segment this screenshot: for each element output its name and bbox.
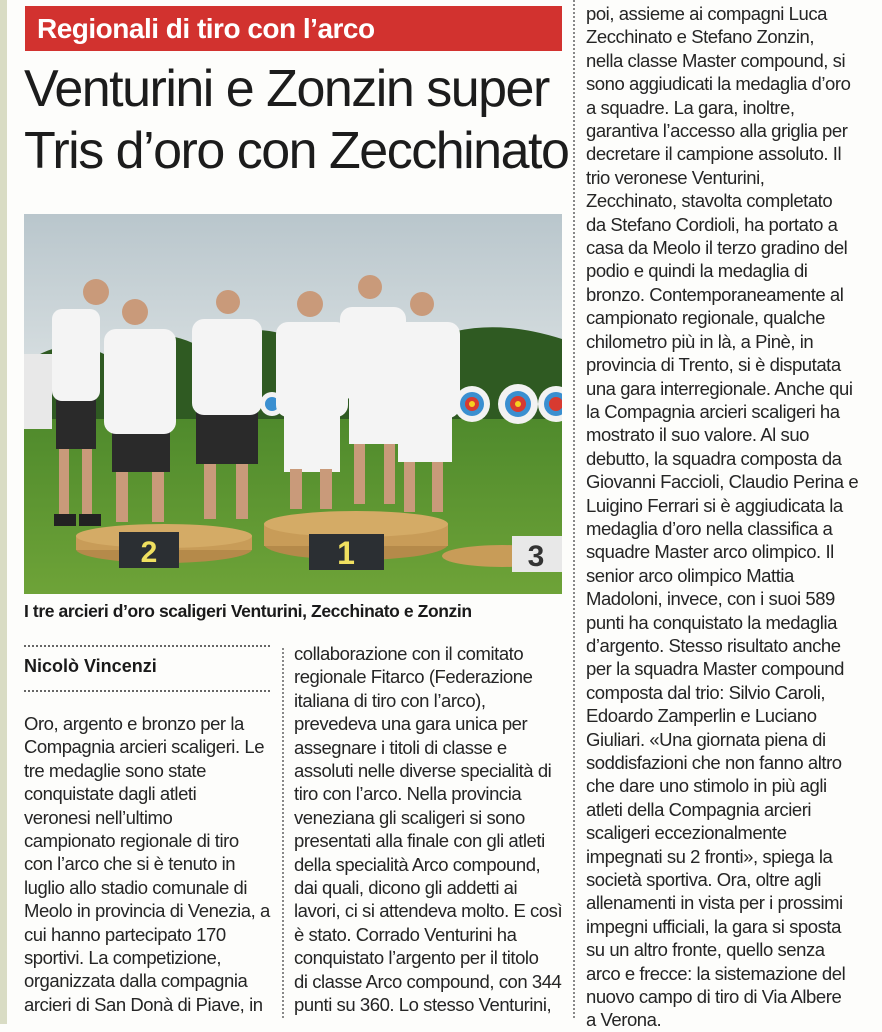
text-line: provincia di Trento, si è disputata [586, 354, 841, 376]
article-column-2 [294, 642, 562, 1017]
text-line: impegni ufficiali, la gara si sposta [586, 915, 841, 937]
text-line: soddisfazioni che non fanno altro [586, 752, 842, 773]
text-line: conquistato l’argento per il titolo [294, 947, 539, 969]
text-line: campionato regionale, qualche [586, 307, 825, 329]
byline-rule-top [24, 645, 270, 647]
text-line: bronzo. Contemporaneamente al [586, 283, 844, 305]
text-line: impegnati su 2 fronti», spiega la [586, 845, 833, 867]
headline-line-1: Venturini e Zonzin super [24, 60, 549, 118]
text-line: che dare uno stimolo in più agli [586, 775, 827, 797]
text-line: Giuliari. «Una giornata piena di [586, 728, 826, 750]
text-line: Meolo in provincia di Venezia, a [24, 900, 270, 922]
text-line: assoluti nelle diverse specialità di [294, 760, 552, 782]
text-line: Madoloni, invece, con i suoi 589 [586, 588, 835, 610]
text-line: lavori, ci si attendeva molto. E così [294, 900, 563, 922]
text-line: senior arco olimpico Mattia [586, 564, 794, 586]
text-line: a Verona. [586, 1009, 662, 1031]
text-line: sportivi. La competizione, [24, 947, 222, 969]
text-line: mostrato il suo valore. Al suo [586, 424, 809, 446]
text-line: medaglia d’oro nella classifica a [586, 517, 833, 539]
text-line: presentati alla finale con gli atleti [294, 830, 545, 852]
column-divider-2 [573, 0, 575, 1018]
text-line: composta dal trio: Silvio Caroli, [586, 681, 826, 703]
text-line: nuovo campo di tiro di Via Albere [586, 986, 842, 1008]
text-line: prevedeva una gara unica per [294, 713, 528, 735]
text-line: luglio allo stadio comunale di [24, 876, 248, 898]
headline [24, 58, 569, 182]
text-line: Compagnia arcieri scaligeri. Le [24, 736, 265, 758]
text-line: campionato regionale di tiro [24, 830, 239, 852]
text-line: atleti della Compagnia arcieri [586, 798, 812, 820]
text-line: della specialità Arco compound, [294, 853, 541, 875]
text-line: punti ha conquistato la medaglia [586, 611, 837, 633]
text-line: nella classe Master compound, si [586, 49, 846, 71]
text-line: Edoardo Zamperlin e Luciano [586, 705, 817, 727]
author-byline: Nicolò Vincenzi [24, 656, 157, 676]
text-line: Luigino Ferrari si è aggiudicata la [586, 494, 843, 516]
text-line: veronesi nell’ultimo [24, 806, 173, 828]
text-line: trio veronese Venturini, [586, 166, 765, 188]
text-line: chilometro più in là, a Pinè, in [586, 330, 814, 352]
text-line: casa da Meolo il terzo gradino del [586, 237, 848, 259]
section-label: Regionali di tiro con l’arco [25, 6, 562, 51]
photo-caption: I tre arcieri d’oro scaligeri Venturini, Zecchinato e Zonzin [24, 601, 472, 621]
tent [24, 354, 52, 429]
article-photo [24, 214, 562, 594]
text-line: scaligeri eccezionalmente [586, 822, 787, 844]
text-line: regionale Fitarco (Federazione [294, 666, 533, 688]
article-column-1 [24, 712, 270, 1016]
text-line: Giovanni Faccioli, Claudio Perina e [586, 471, 859, 493]
text-line: allenamenti in vista per i prossimi [586, 892, 843, 914]
text-line: di classe Arco compound, con 344 [294, 970, 562, 992]
text-line: d’argento. Stesso risultato anche [586, 634, 841, 656]
text-line: Zecchinato, stavolta completato [586, 190, 833, 212]
podium-label-1: 1 [337, 535, 355, 571]
text-line: arcieri di San Donà di Piave, in [24, 993, 263, 1015]
text-line: collaborazione con il comitato [294, 643, 524, 664]
text-line: veneziana gli scaligeri si sono [294, 806, 525, 828]
text-line: è stato. Corrado Venturini ha [294, 923, 517, 945]
left-margin-bar [0, 0, 7, 1024]
article-column-3 [586, 2, 858, 1032]
text-line: società sportiva. Ora, oltre agli [586, 869, 822, 891]
byline-rule-bottom [24, 690, 270, 692]
podium-label-2: 2 [140, 536, 158, 569]
text-line: organizzata dalla compagnia [24, 970, 248, 992]
text-line: sono aggiudicati la medaglia d’oro [586, 73, 851, 95]
text-line: dai quali, dicono gli addetti ai [294, 877, 518, 899]
text-line: debutto, la squadra composta da [586, 447, 842, 469]
text-line: italiana di tiro con l’arco), [294, 689, 486, 711]
podium-label-3: 3 [527, 540, 545, 573]
text-line: podio e quindi la medaglia di [586, 260, 808, 282]
text-line: su un altro fronte, quello senza [586, 939, 825, 961]
text-line: Oro, argento e bronzo per la [24, 713, 244, 734]
text-line: con l’arco che si è tenuto in [24, 853, 236, 875]
text-line: da Stefano Cordioli, ha portato a [586, 213, 838, 235]
text-line: la Compagnia arcieri scaligeri ha [586, 400, 840, 422]
text-line: squadre Master arco olimpico. Il [586, 541, 834, 563]
text-line: Zecchinato e Stefano Zonzin, [586, 26, 815, 48]
text-line: tiro con l’arco. Nella provincia [294, 783, 522, 805]
text-line: cui hanno partecipato 170 [24, 923, 226, 945]
text-line: garantiva l’accesso alla griglia per [586, 120, 848, 142]
text-line: decretare il campione assoluto. Il [586, 143, 842, 165]
text-line: tre medaglie sono state [24, 759, 206, 781]
text-line: assegnare i titoli di classe e [294, 736, 507, 758]
text-line: poi, assieme ai compagni Luca [586, 3, 827, 24]
text-line: per la squadra Master compound [586, 658, 844, 680]
column-divider-1 [282, 648, 284, 1018]
headline-line-2: Tris d’oro con Zecchinato [24, 122, 569, 180]
text-line: a squadre. La gara, inoltre, [586, 96, 795, 118]
text-line: conquistate dagli atleti [24, 783, 197, 805]
text-line: arco e frecce: la sistemazione del [586, 962, 846, 984]
text-line: una gara interregionale. Anche qui [586, 377, 853, 399]
text-line: punti su 360. Lo stesso Venturini, [294, 994, 552, 1016]
